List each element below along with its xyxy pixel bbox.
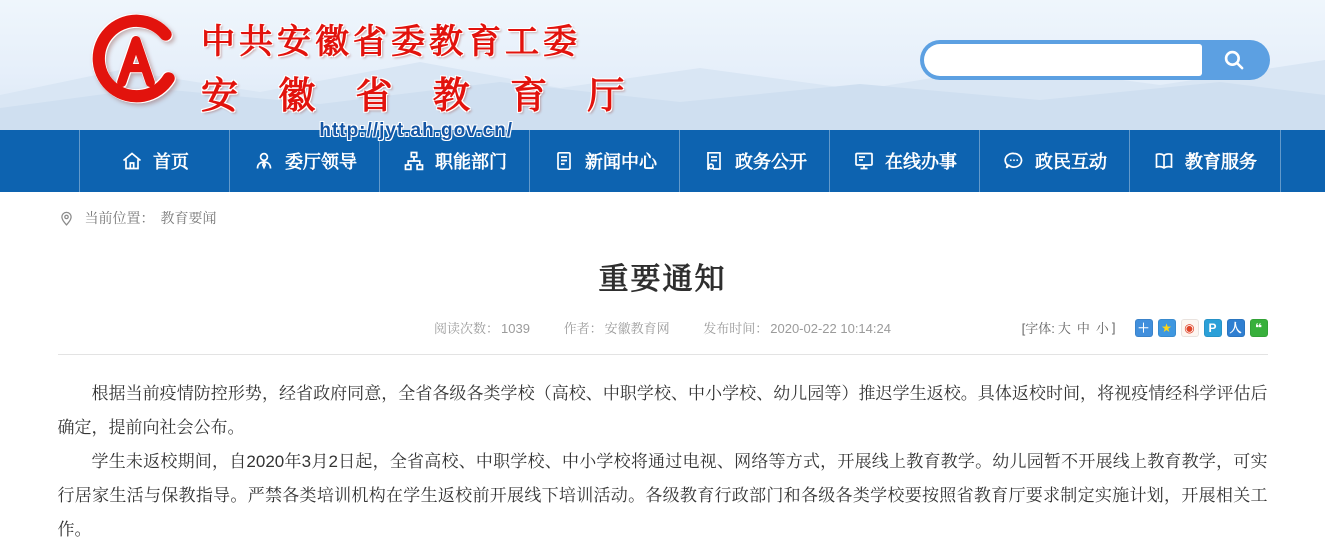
article-paragraph: 根据当前疫情防控形势，经省政府同意，全省各级各类学校（高校、中职学校、中小学校、幼儿园等）推迟学生返校。具体返校时间，将视疫情经科学评估后确定，提前向社会公布。 [57,384,1268,437]
breadcrumb [58,192,1268,228]
nav-label: 职能部门 [435,152,507,172]
pengyou-icon[interactable]: P [1204,319,1222,337]
site-logo-and-title[interactable] [85,10,631,142]
views-label: 阅读次数： [434,321,500,336]
news-doc-icon [552,149,576,173]
font-size-medium[interactable]: 中 [1076,321,1090,336]
chat-bubble-icon [1002,149,1026,173]
search-button[interactable] [1202,44,1266,76]
nav-label: 在线办事 [885,152,957,172]
nav-label: 政务公开 [735,152,807,172]
share-bar [1130,319,1268,337]
leader-person-icon [252,149,276,173]
share-plus-icon[interactable]: ＋ [1135,319,1153,337]
search-bar [920,40,1270,80]
breadcrumb-current-section[interactable]: 教育要闻 [160,210,217,226]
org-title-line2: 安 徽 省 教 育 厅 [201,75,632,116]
org-chart-icon [402,149,426,173]
views-count: 1039 [501,321,530,336]
publish-time-label: 发布时间： [703,321,769,336]
org-title-line1: 中共安徽省委教育工委 [201,23,581,61]
home-icon [120,149,144,173]
nav-item-interaction[interactable] [979,130,1129,192]
weibo-icon[interactable]: ◉ [1181,319,1199,337]
font-widget-suffix: ] [1111,320,1116,335]
nav-item-online-services[interactable] [829,130,979,192]
publish-time-value: 2020-02-22 10:14:24 [770,321,891,336]
nav-item-edu-services[interactable] [1129,130,1279,192]
font-size-small[interactable]: 小 [1095,321,1109,336]
nav-item-gov-open[interactable] [679,130,829,192]
wechat-icon[interactable]: ❝ [1250,319,1268,337]
font-size-widget [1022,318,1268,337]
nav-label: 首页 [153,152,189,172]
author-label: 作者： [563,321,603,336]
author-value: 安徽教育网 [604,321,670,336]
open-book-icon [1152,149,1176,173]
nav-label: 政民互动 [1035,152,1107,172]
article-body [58,377,1268,547]
qzone-icon[interactable]: ★ [1158,319,1176,337]
renren-icon[interactable]: 人 [1227,319,1245,337]
at-symbol-logo [85,10,187,112]
site-url: http://jyt.ah.gov.cn/ [319,120,514,141]
site-banner [0,0,1325,141]
search-input[interactable] [924,44,1202,76]
font-size-large[interactable]: 大 [1057,321,1071,336]
location-pin-icon [58,210,75,227]
article-paragraph: 学生未返校期间，自2020年3月2日起，全省高校、中职学校、中小学校将通过电视、网络等方式，开展线上教育教学。幼儿园暂不开展线上教育教学，可实行居家生活与保教指导。严禁各类培训机构在学生返校前开展线下培训活动。各级教育行政部门和各级各类学校要按照省教育厅要求制定实施计划，开展相关工作。 [57,452,1268,539]
nav-label: 委厅领导 [285,152,357,172]
nav-label: 新闻中心 [585,152,657,172]
article [58,254,1268,547]
font-widget-prefix: [字体: [1021,321,1055,336]
search-icon [1221,47,1247,73]
article-meta-row [58,318,1268,340]
nav-label: 教育服务 [1185,152,1257,172]
online-monitor-icon [852,149,876,173]
meta-divider [58,354,1268,355]
article-title: 重要通知 [598,263,727,296]
breadcrumb-label: 当前位置： [84,210,155,226]
gov-open-doc-icon [702,149,726,173]
